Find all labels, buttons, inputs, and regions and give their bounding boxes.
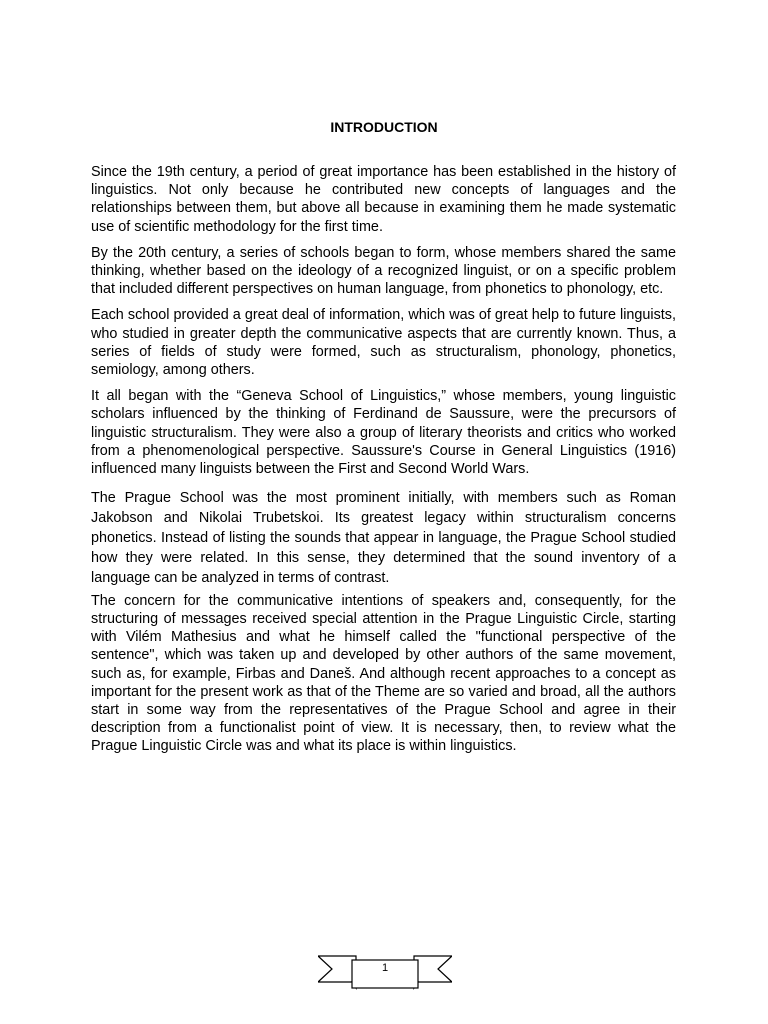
paragraph-1: Since the 19th century, a period of great importance has been established in the history of linguistics. Not only because he contributed new concepts of languages and the relationships between them, but above all because in examining them he made systematic use of scientific methodology for the first time. <box>91 164 676 235</box>
page-title: INTRODUCTION <box>330 119 438 135</box>
paragraph-4: It all began with the “Geneva School of Linguistics,” whose members, young linguistic scholars influenced by the thinking of Ferdinand de Saussure, were the precursors of linguistic structuralism. They were also a group of literary theorists and critics who worked from a phenomenological perspective. Saussure's Course in General Linguistics (1916) influenced many linguists between the First and Second World Wars. <box>91 388 676 478</box>
page-number-ribbon <box>318 952 452 992</box>
paragraph-6: The concern for the communicative intentions of speakers and, consequently, for the structuring of messages received special attention in the Prague Linguistic Circle, starting with Vilém Mathesius and what he himself called the "functional perspective of the sentence", which was taken up and developed by other authors of the same movement, such as, for example, Firbas and Daneš. And although recent approaches to a concept as important for the present work as that of the Theme are so varied and broad, all the authors start in some way from the representatives of the Prague School and agree in their description from a functionalist point of view. It is necessary, then, to review what the Prague Linguistic Circle was and what its place is within linguistics. <box>91 592 676 755</box>
paragraph-2: By the 20th century, a series of schools began to form, whose members shared the same thinking, whether based on the ideology of a recognized linguist, or on a specific problem that included different perspectives on human language, from phonetics to phonology, etc. <box>91 244 676 298</box>
paragraph-3: Each school provided a great deal of information, which was of great help to future linguists, who studied in greater depth the communicative aspects that are currently known. Thus, a series of fields of study were formed, such as structuralism, phonology, phonetics, semiology, among others. <box>91 307 676 379</box>
body-text <box>91 163 676 764</box>
page-number: 1 <box>381 962 389 974</box>
paragraph-5: The Prague School was the most prominent initially, with members such as Roman Jakobson and Nikolai Trubetskoi. Its greatest legacy within structuralism concerns phonetics. Instead of listing the sounds that appear in language, the Prague School studied how they were related. In this sense, they determined that the sound inventory of a language can be analyzed in terms of contrast. <box>91 490 676 586</box>
